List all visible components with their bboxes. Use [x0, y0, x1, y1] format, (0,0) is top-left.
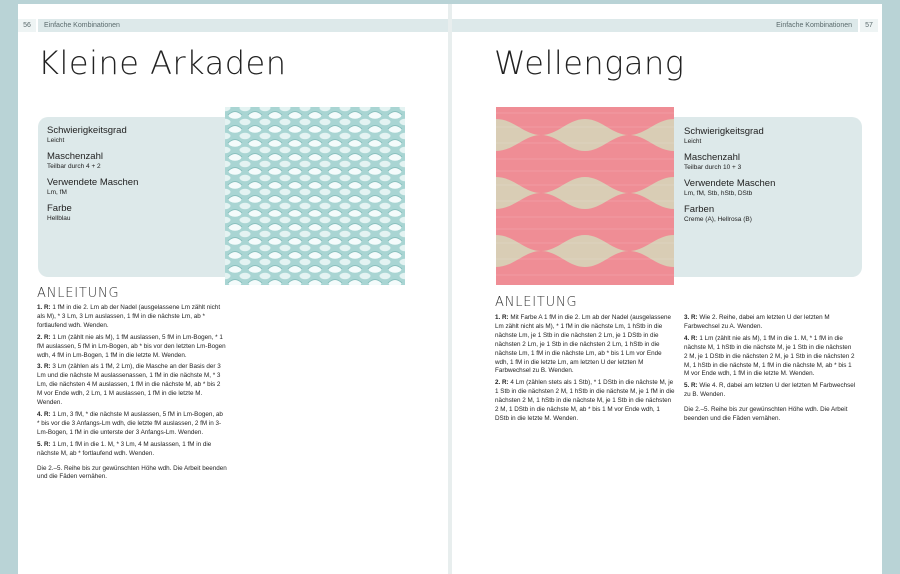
- info-item: [684, 126, 775, 145]
- instruction-row: 5. R: Wie 4. R, dabei am letzten U der letzten M Farbwechsel zu B. Wenden.: [684, 382, 856, 399]
- instruction-row: 2. R: 1 Lm (zählt nie als M), 1 fM auslassen, 5 fM in Lm-Bogen, * 1 fM auslassen, 5 fM in Lm-Bogen, ab * bis vor den letzten Lm-Bogen wdh, 4 fM in Lm-Bogen, 1 fM in die letzte M. Wenden.: [37, 333, 226, 359]
- info-item: [684, 152, 775, 171]
- instruction-row: 5. R: 1 Lm, 1 fM in die 1. M, * 3 Lm, 4 M auslassen, 1 fM in die nächste M, ab * fortlaufend wdh. Wenden.: [37, 440, 212, 457]
- info-label: Farben: [684, 204, 715, 215]
- instructions: [37, 304, 227, 485]
- info-item: [47, 125, 138, 144]
- left-page: [18, 4, 448, 574]
- swatch-photo-wellengang: [496, 107, 674, 285]
- instruction-row: 1. R: 1 fM in die 2. Lm ab der Nadel (ausgelassene Lm zählt nicht als M), * 3 Lm, 3 Lm auslassen, 1 fM in die nächste Lm, ab * fortlaufend wdh. Wenden.: [37, 304, 221, 329]
- info-value: Lm, fM: [47, 189, 67, 196]
- info-value: Teilbar durch 10 + 3: [684, 164, 742, 171]
- info-value: Hellblau: [47, 215, 71, 222]
- instruction-row: 4. R: 1 Lm, 3 fM, * die nächste M auslassen, 5 fM in Lm-Bogen, ab * bis vor die 3 Anfangs-Lm wdh, die letzte fM auslassen, 2 fM in 3-Lm-Bogen, 1 fM in die unterste der 3 Anfangs-Lm. Wenden.: [37, 410, 223, 436]
- info-label: Schwierigkeitsgrad: [684, 126, 764, 137]
- instruction-row: 3. R: 3 Lm (zählen als 1 fM, 2 Lm), die Masche an der Basis der 3 Lm und die nächste M auslassenassen, 1 fM in die nächste M, * 3 Lm, die nächsten 4 M auslassen, 1 fM in die nächste M, ab * bis 2 M vor Ende wdh, 2 Lm, 1 M auslassen, 1 fM in die letzte M. Wenden.: [37, 363, 221, 407]
- info-value: Teilbar durch 4 + 2: [47, 163, 101, 170]
- info-label: Verwendete Maschen: [47, 177, 139, 188]
- info-item: [47, 151, 138, 170]
- info-label: Farbe: [47, 203, 72, 214]
- info-label: Maschenzahl: [684, 152, 740, 163]
- right-page: [452, 4, 882, 574]
- info-item: [684, 204, 775, 223]
- pattern-title: Wellengang: [494, 44, 685, 82]
- running-header: Einfache Kombinationen: [38, 19, 448, 32]
- info-label: Verwendete Maschen: [684, 178, 776, 189]
- info-value: Leicht: [684, 138, 702, 145]
- instruction-row: 4. R: 1 Lm (zählt nie als M), 1 fM in die 1. M, * 1 fM in die nächste M, 1 hStb in die nächste M, je 1 Stb in die nächsten 2 M, je 1 DStb in die nächsten 2 M, je 1 Stb in die nächsten 2 M, 1 hStb in die nächste M, 1 fM in die nächste M, ab * bis 1 M vor Ende wdh, 1 fM in die letzte M. Wenden.: [684, 334, 855, 378]
- section-heading: ANLEITUNG: [495, 295, 578, 310]
- pattern-info: [47, 125, 138, 229]
- info-item: [47, 177, 138, 196]
- page-number: 57: [860, 19, 878, 32]
- instructions-column-2: [684, 314, 856, 427]
- instruction-row: 1. R: Mit Farbe A 1 fM in die 2. Lm ab der Nadel (ausgelassene Lm zählt nicht als M), * 1 fM in die nächste Lm, 1 hStb in die nächste Lm, je 1 Stb in die nächsten 2 Lm, je 1 DStb in die nächsten 2 Lm, je 1 Stb in die nächsten 2 Lm, 1 hStb in die nächste Lm, 1 fM in die nächste Lm, ab * bis 1 Lm vor Ende wdh, 1 fM in die letzte Lm, am letzten U der letzten M Farbwechsel zu B. Wenden.: [495, 314, 672, 375]
- info-value: Leicht: [47, 137, 65, 144]
- closing-note: Die 2.–5. Reihe bis zur gewünschten Höhe wdh. Die Arbeit beenden und die Fäden vernähen.: [684, 406, 848, 423]
- instruction-row: 2. R: 4 Lm (zählen stets als 1 Stb), * 1 DStb in die nächste M, je 1 Stb in die nächsten 2 M, 1 hStb in die nächste M, je 1 fM in die nächsten 2 M, 1 hStb in die nächste M, je 1 Stb in die nächsten 2 M, 1 DStb in die nächste M, ab * bis 1 M vor Ende wdh, 1 DStb in die letzte M. Wenden.: [495, 379, 675, 422]
- instruction-row: 3. R: Wie 2. Reihe, dabei am letzten U der letzten M Farbwechsel zu A. Wenden.: [684, 314, 830, 330]
- info-value: Creme (A), Hellrosa (B): [684, 216, 752, 223]
- closing-note: Die 2.–5. Reihe bis zur gewünschten Höhe wdh. Die Arbeit beenden und die Fäden vernähen.: [37, 464, 227, 481]
- info-item: [47, 203, 138, 222]
- page-number: 56: [18, 19, 36, 32]
- instructions-column-1: [495, 314, 675, 427]
- pattern-title: Kleine Arkaden: [38, 44, 287, 82]
- section-heading: ANLEITUNG: [37, 286, 120, 301]
- pattern-info: [684, 126, 775, 230]
- info-value: Lm, fM, Stb, hStb, DStb: [684, 190, 753, 197]
- info-label: Schwierigkeitsgrad: [47, 125, 127, 136]
- swatch-photo-arkaden: [225, 107, 405, 285]
- running-header: Einfache Kombinationen: [452, 19, 858, 32]
- info-label: Maschenzahl: [47, 151, 103, 162]
- info-item: [684, 178, 775, 197]
